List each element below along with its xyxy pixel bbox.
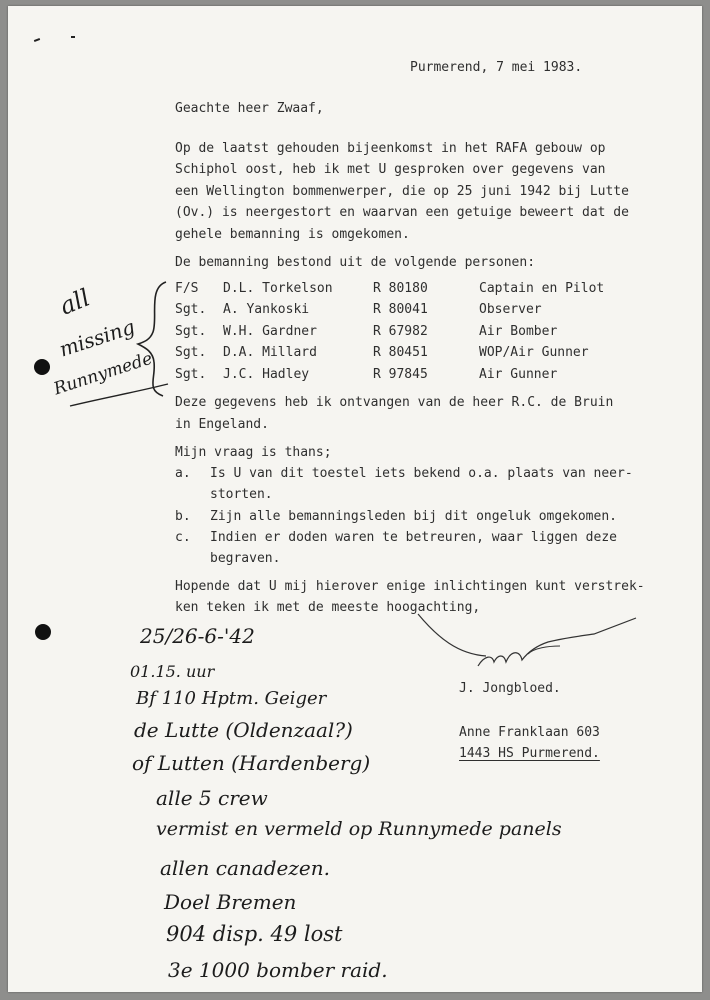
crew-number: R 97845: [373, 366, 428, 382]
crew-role: WOP/Air Gunner: [479, 345, 589, 361]
text-line: storten.: [210, 487, 273, 502]
text-line: gehele bemanning is omgekomen.: [175, 227, 410, 242]
text-line: Is U van dit toestel iets bekend o.a. plaats van neer-: [210, 466, 633, 481]
text-line: Indien er doden waren te betreuren, waar liggen deze: [210, 530, 617, 545]
list-marker: a.: [175, 466, 191, 481]
letter-page: [8, 6, 702, 992]
crew-rank: Sgt.: [175, 302, 207, 318]
crew-number: R 80451: [373, 345, 428, 361]
crew-number: R 80180: [373, 281, 428, 296]
margin-note-line: Runnymede: [51, 348, 155, 400]
ink-mark: [34, 38, 40, 42]
note-line: de Lutte (Oldenzaal?): [134, 718, 353, 742]
crew-rank: Sgt.: [175, 366, 207, 382]
note-line: 904 disp. 49 lost: [166, 922, 343, 946]
text-line: een Wellington bommenwerper, die op 25 juni 1942 bij Lutte: [175, 184, 629, 199]
address-city: 1443 HS Purmerend.: [459, 746, 600, 761]
crew-name: D.A. Millard: [223, 345, 317, 361]
address-street: Anne Franklaan 603: [459, 725, 600, 740]
crew-role: Air Gunner: [479, 366, 558, 382]
crew-role: Captain en Pilot: [479, 281, 605, 296]
list-marker: b.: [175, 509, 191, 524]
crew-role: Observer: [479, 302, 542, 318]
crew-name: W.H. Gardner: [223, 323, 317, 339]
note-line: 01.15. uur: [130, 662, 215, 681]
crew-rank: F/S: [175, 281, 199, 296]
note-line: of Lutten (Hardenberg): [132, 751, 371, 775]
question-intro: Mijn vraag is thans;: [175, 445, 332, 460]
text-line: Zijn alle bemanningsleden bij dit ongeluk omgekomen.: [210, 509, 617, 524]
ink-mark: [71, 36, 75, 38]
note-line: allen canadezen.: [160, 856, 330, 880]
place-date: Purmerend, 7 mei 1983.: [410, 60, 583, 75]
text-line: ken teken ik met de meeste hoogachting,: [175, 600, 481, 615]
note-line: 25/26-6-'42: [140, 624, 255, 648]
text-line: Schiphol oost, heb ik met U gesproken over gegevens van: [175, 162, 606, 177]
note-line: vermist en vermeld op Runnymede panels: [156, 818, 562, 840]
punch-hole: [35, 624, 51, 640]
list-marker: c.: [175, 530, 191, 545]
crew-number: R 80041: [373, 302, 428, 318]
text-line: Hopende dat U mij hierover enige inlichtingen kunt verstrek-: [175, 579, 645, 594]
crew-role: Air Bomber: [479, 323, 558, 339]
crew-name: D.L. Torkelson: [223, 281, 333, 296]
table-row: [175, 281, 604, 302]
signature-name: J. Jongbloed.: [459, 681, 561, 696]
salutation: Geachte heer Zwaaf,: [175, 101, 324, 116]
table-row: [175, 324, 604, 345]
text-line: Op de laatst gehouden bijeenkomst in het RAFA gebouw op: [175, 141, 606, 156]
text-line: in Engeland.: [175, 417, 269, 432]
note-line: alle 5 crew: [156, 786, 268, 810]
table-row: [175, 302, 604, 323]
crew-number: R 67982: [373, 323, 428, 339]
note-line: Doel Bremen: [164, 890, 297, 914]
crew-rank: Sgt.: [175, 345, 207, 361]
note-line: Bf 110 Hptm. Geiger: [136, 688, 327, 709]
table-row: [175, 367, 604, 388]
text-line: Deze gegevens heb ik ontvangen van de heer R.C. de Bruin: [175, 395, 614, 410]
crew-rank: Sgt.: [175, 323, 207, 339]
text-line: begraven.: [210, 551, 281, 566]
table-row: [175, 345, 604, 366]
text-line: (Ov.) is neergestort en waarvan een getuige beweert dat de: [175, 205, 629, 220]
crew-intro: De bemanning bestond uit de volgende personen:: [175, 255, 536, 270]
crew-table: [175, 281, 604, 388]
margin-note-line: missing: [56, 314, 138, 362]
crew-name: J.C. Hadley: [223, 366, 310, 382]
punch-hole: [34, 359, 50, 375]
margin-note-line: all: [55, 283, 94, 321]
crew-name: A. Yankoski: [223, 302, 310, 318]
note-line: 3e 1000 bomber raid.: [168, 958, 388, 982]
